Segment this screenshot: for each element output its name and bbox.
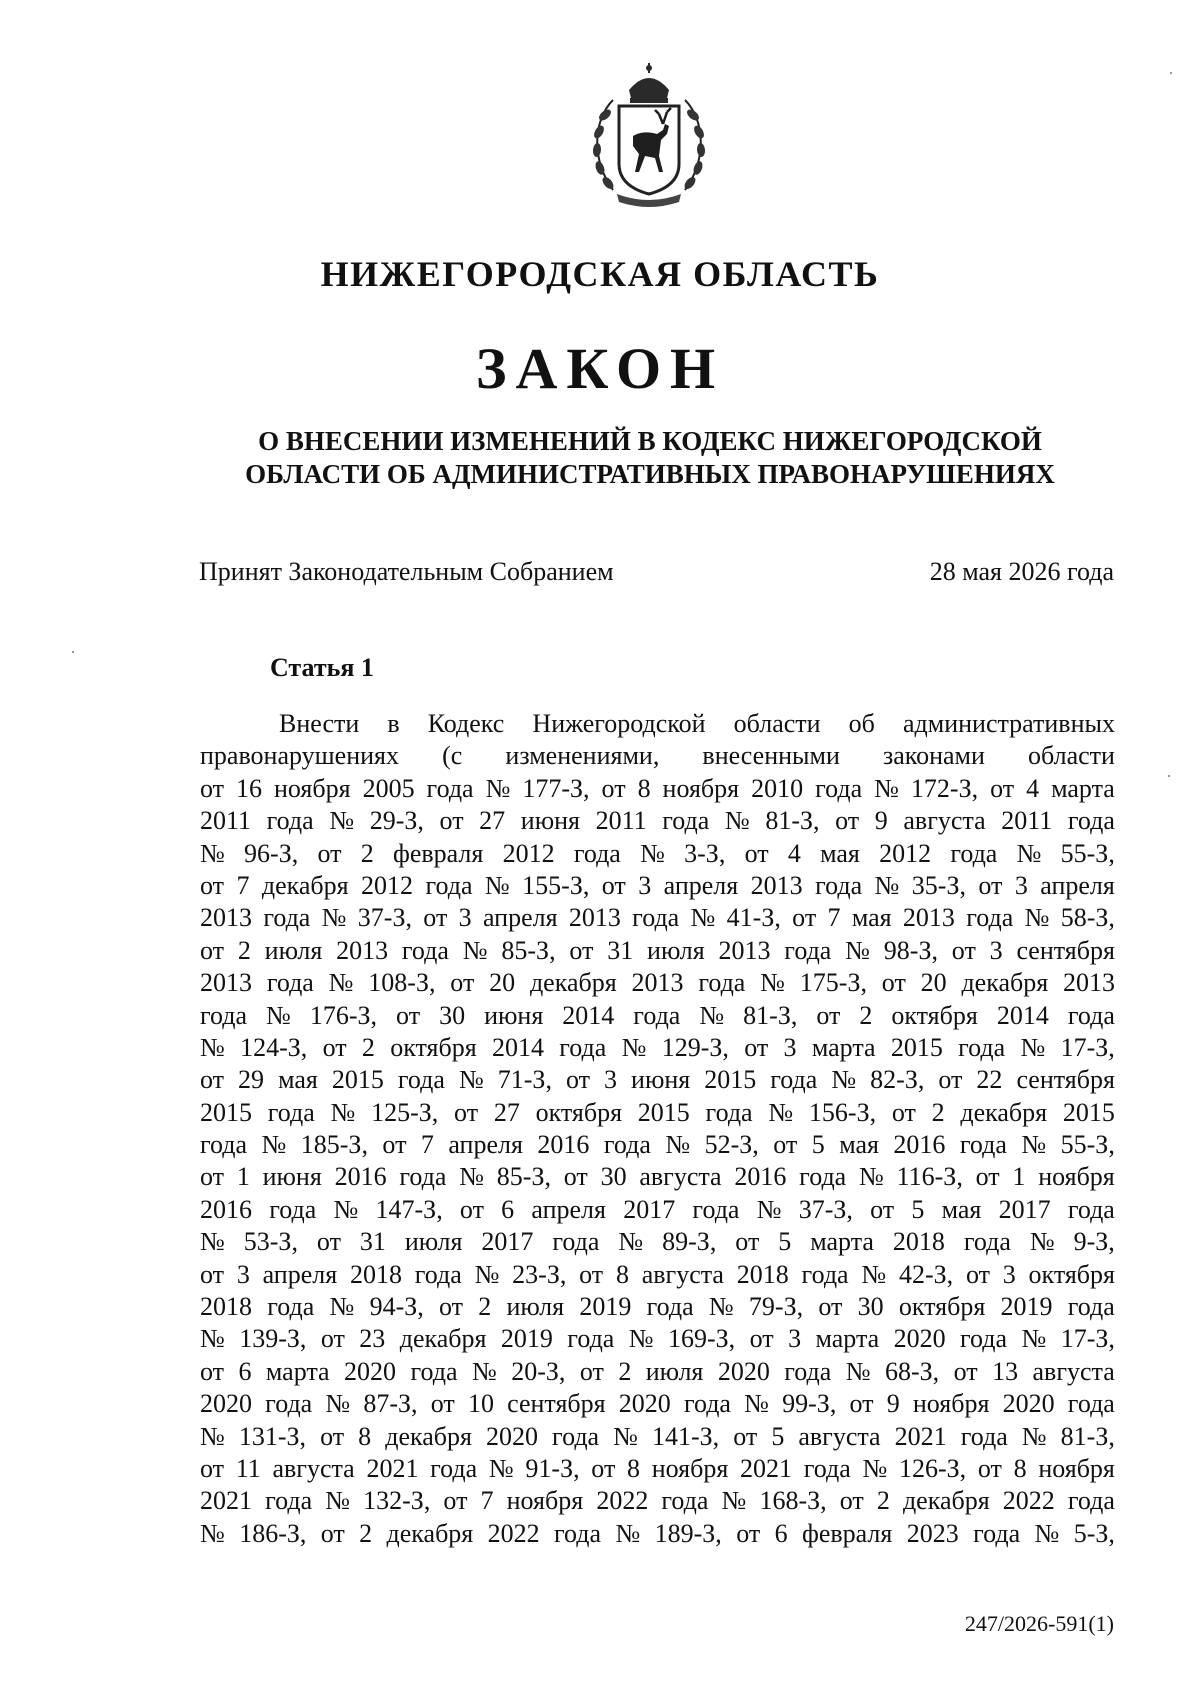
law-subject-line: О ВНЕСЕНИИ ИЗМЕНЕНИЙ В КОДЕКС НИЖЕГОРОДСКОЙ [258,426,1042,456]
article-text-line: 2021 года № 132-З, от 7 ноября 2022 года № 168-З, от 2 декабря 2022 года [200,1486,1115,1516]
article-text-line: года № 176-З, от 30 июня 2014 года № 81-З, от 2 октября 2014 года [200,1000,1115,1030]
region-title: НИЖЕГОРОДСКАЯ ОБЛАСТЬ [320,254,880,294]
article-heading: Статья 1 [270,653,374,682]
article-text-line: 2018 года № 94-З, от 2 июля 2019 года № 79-З, от 30 октября 2019 года [200,1292,1115,1322]
article-text-line: 2020 года № 87-З, от 10 сентября 2020 года № 99-З, от 9 ноября 2020 года [200,1389,1115,1419]
scan-speck [1170,72,1172,74]
article-text-line: № 124-З, от 2 октября 2014 года № 129-З, от 3 марта 2015 года № 17-З, [200,1032,1115,1062]
article-text-line: от 11 августа 2021 года № 91-З, от 8 ноября 2021 года № 126-З, от 8 ноября [200,1453,1115,1483]
law-subject-line: ОБЛАСТИ ОБ АДМИНИСТРАТИВНЫХ ПРАВОНАРУШЕНИЯХ [245,459,1055,489]
coat-of-arms-icon [583,60,715,210]
scan-speck [1168,775,1170,777]
article-text-line: № 131-З, от 8 декабря 2020 года № 141-З, от 5 августа 2021 года № 81-З, [200,1421,1115,1451]
law-subject-title [200,425,1100,491]
article-text-line: от 7 декабря 2012 года № 155-З, от 3 апреля 2013 года № 35-З, от 3 апреля [200,870,1115,900]
adopted-by-text: Принят Законодательным Собранием [199,557,614,586]
document-code: 247/2026-591(1) [964,1611,1114,1636]
article-text-line: № 186-З, от 2 декабря 2022 года № 189-З, от 6 февраля 2023 года № 5-З, [200,1518,1115,1548]
article-text-line: от 6 марта 2020 года № 20-З, от 2 июля 2020 года № 68-З, от 13 августа [200,1356,1115,1386]
article-text-line: № 96-З, от 2 февраля 2012 года № 3-З, от 4 мая 2012 года № 55-З, [200,838,1115,868]
article-body [200,708,1115,1550]
adoption-date: 28 мая 2026 года [929,557,1114,586]
article-text-line: № 139-З, от 23 декабря 2019 года № 169-З, от 3 марта 2020 года № 17-З, [200,1324,1115,1354]
document-type-title: ЗАКОН [475,336,725,401]
article-text-line: 2016 года № 147-З, от 6 апреля 2017 года № 37-З, от 5 мая 2017 года [200,1194,1115,1224]
article-text-line: от 3 апреля 2018 года № 23-З, от 8 августа 2018 года № 42-З, от 3 октября [200,1259,1115,1289]
article-text-line: от 1 июня 2016 года № 85-З, от 30 августа 2016 года № 116-З, от 1 ноября [200,1162,1115,1192]
article-text-line: 2013 года № 108-З, от 20 декабря 2013 года № 175-З, от 20 декабря 2013 [200,968,1115,998]
article-text-line: Внести в Кодекс Нижегородской области об административных [279,709,1115,738]
article-text-line: от 16 ноября 2005 года № 177-З, от 8 ноября 2010 года № 172-З, от 4 марта [200,773,1115,803]
article-text-line: года № 185-З, от 7 апреля 2016 года № 52-З, от 5 мая 2016 года № 55-З, [200,1130,1115,1160]
article-text-line: 2015 года № 125-З, от 27 октября 2015 года № 156-З, от 2 декабря 2015 [200,1097,1115,1127]
article-text-line: от 2 июля 2013 года № 85-З, от 31 июля 2013 года № 98-З, от 3 сентября [200,935,1115,965]
article-text-line: 2013 года № 37-З, от 3 апреля 2013 года № 41-З, от 7 мая 2013 года № 58-З, [200,903,1115,933]
article-text-line: от 29 мая 2015 года № 71-З, от 3 июня 2015 года № 82-З, от 22 сентября [200,1065,1115,1095]
scan-speck [72,651,74,653]
article-text-line: правонарушениях (с изменениями, внесенными законами области [200,741,1115,771]
article-text-line: № 53-З, от 31 июля 2017 года № 89-З, от 5 марта 2018 года № 9-З, [200,1227,1115,1257]
article-text-line: 2011 года № 29-З, от 27 июня 2011 года № 81-З, от 9 августа 2011 года [200,806,1115,836]
